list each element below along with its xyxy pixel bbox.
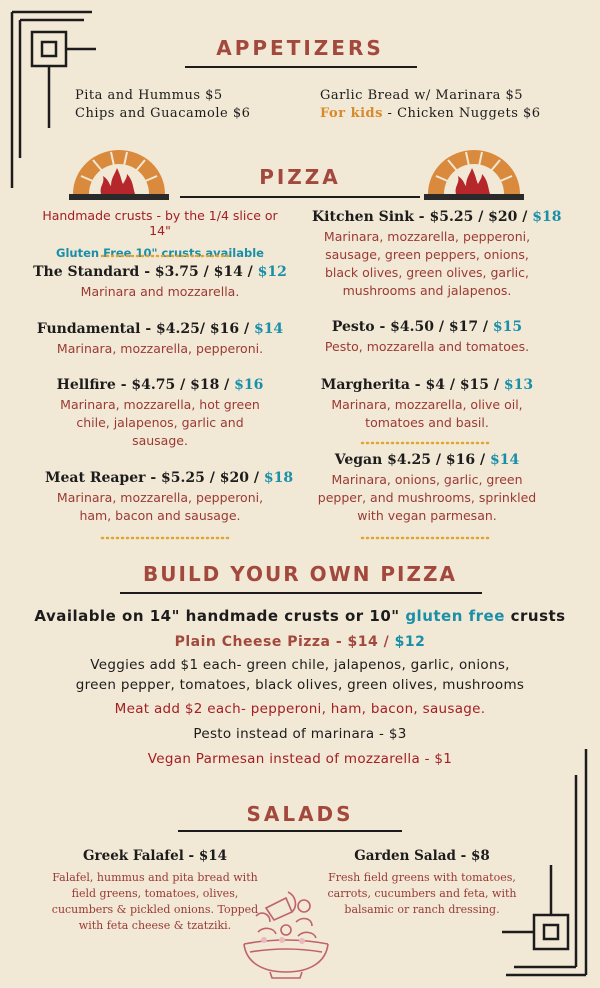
pizza-hellfire (50, 377, 270, 450)
pizza-name: Margherita - $4 / $15 / (320, 377, 504, 393)
salads-title: SALADS (246, 802, 354, 826)
gf-price: $12 (257, 264, 287, 280)
pizza-description: Marinara and mozzarella. (80, 284, 240, 299)
pizza-the-standard (30, 264, 290, 301)
pizza-description: Marinara, mozzarella, pepperoni. (56, 341, 264, 356)
pizza-description: Marinara, mozzarella, hot green chile, jalapenos, garlic and sausage. (60, 397, 260, 448)
byo-underline (120, 592, 482, 594)
appetizer-pita-hummus: Pita and Hummus $5 (75, 88, 223, 103)
byo-availability (0, 607, 600, 625)
appetizer-chips-guacamole: Chips and Guacamole $6 (75, 106, 251, 121)
pizza-description: Marinara, mozzarella, olive oil, tomatoes and basil. (331, 397, 523, 430)
dot-divider (360, 440, 490, 446)
pizza-meat-reaper (45, 470, 294, 525)
byo-meat: Meat add $2 each- pepperoni, ham, bacon, sausage. (114, 701, 486, 717)
pizza-name: The Standard - $3.75 / $14 / (33, 264, 258, 280)
gf-price: $14 (253, 321, 284, 337)
dot-divider (100, 535, 230, 541)
gf-price: $16 (234, 377, 264, 393)
salad-description: Fresh field greens with tomatoes, carrots, cucumbers and feta, with balsamic or ranch dressing. (327, 871, 517, 916)
pizza-margherita (312, 377, 542, 432)
pizza-description: Marinara, mozzarella, pepperoni, sausage, green peppers, onions, black olives, green olives, garlic, mushrooms and jalapenos. (323, 229, 531, 298)
crust-note: Handmade crusts - by the 1/4 slice or 14" (42, 208, 278, 238)
gf-price: $15 (492, 319, 523, 335)
salads-underline (178, 830, 402, 832)
pizza-name: Meat Reaper - $5.25 / $20 / (45, 470, 264, 486)
kids-label: For kids (320, 106, 383, 121)
gf-price: $13 (503, 377, 534, 393)
pizza-pesto (312, 319, 542, 356)
availability-suffix: crusts (504, 607, 566, 625)
pizza-name: Vegan $4.25 / $16 / (334, 452, 490, 468)
salad-garden (322, 848, 522, 918)
byo-pesto: Pesto instead of marinara - $3 (193, 726, 407, 742)
salad-bowl-icon (236, 886, 336, 984)
byo-vegan-parmesan: Vegan Parmesan instead of mozzarella - $1 (147, 751, 453, 767)
appetizer-garlic-bread: Garlic Bread w/ Marinara $5 (320, 88, 524, 103)
pizza-name: Fundamental - $4.25/ $16 / (36, 321, 254, 337)
kids-item: - Chicken Nuggets $6 (382, 106, 541, 121)
byo-veggies-line-2: green pepper, tomatoes, black olives, green olives, mushrooms (75, 677, 525, 693)
appetizer-kids-nuggets (320, 106, 541, 121)
pizza-title: PIZZA (259, 165, 341, 189)
gluten-free-note: Gluten Free 10" crusts available (56, 246, 264, 260)
gf-price: $18 (263, 470, 294, 486)
gf-price: $18 (532, 209, 562, 225)
gluten-free-label: gluten free (405, 607, 505, 625)
gf-price: $14 (489, 452, 520, 468)
salad-description: Falafel, hummus and pita bread with field greens, tomatoes, olives, cucumbers & pickled onions. Topped with feta cheese & tzatziki. (51, 871, 259, 932)
pizza-name: Hellfire - $4.75 / $18 / (56, 377, 235, 393)
availability-text: Available on 14" handmade crusts or 10" (34, 607, 406, 625)
pizza-name: Pesto - $4.50 / $17 / (331, 319, 493, 335)
pizza-vegan (312, 452, 542, 525)
appetizers-underline (185, 66, 417, 68)
salad-name: Garden Salad - $8 (354, 848, 490, 864)
pizza-description: Marinara, onions, garlic, green pepper, and mushrooms, sprinkled with vegan parmesan. (317, 472, 537, 523)
byo-plain-cheese (0, 634, 600, 650)
appetizers-title: APPETIZERS (216, 36, 384, 60)
pizza-kitchen-sink (312, 209, 562, 300)
salad-name: Greek Falafel - $14 (82, 848, 228, 864)
byo-title: BUILD YOUR OWN PIZZA (143, 562, 457, 586)
dot-divider (360, 535, 490, 541)
pizza-description: Marinara, mozzarella, pepperoni, ham, bacon and sausage. (56, 490, 264, 523)
gf-price: $12 (394, 634, 426, 650)
pizza-description: Pesto, mozzarella and tomatoes. (324, 339, 530, 354)
pizza-fundamental (30, 321, 290, 358)
pizza-underline (180, 196, 420, 198)
plain-cheese-text: Plain Cheese Pizza - $14 / (174, 634, 395, 650)
dot-divider (100, 253, 230, 259)
byo-veggies-line-1: Veggies add $1 each- green chile, jalapenos, garlic, onions, (90, 657, 510, 673)
pizza-name: Kitchen Sink - $5.25 / $20 / (312, 209, 533, 225)
